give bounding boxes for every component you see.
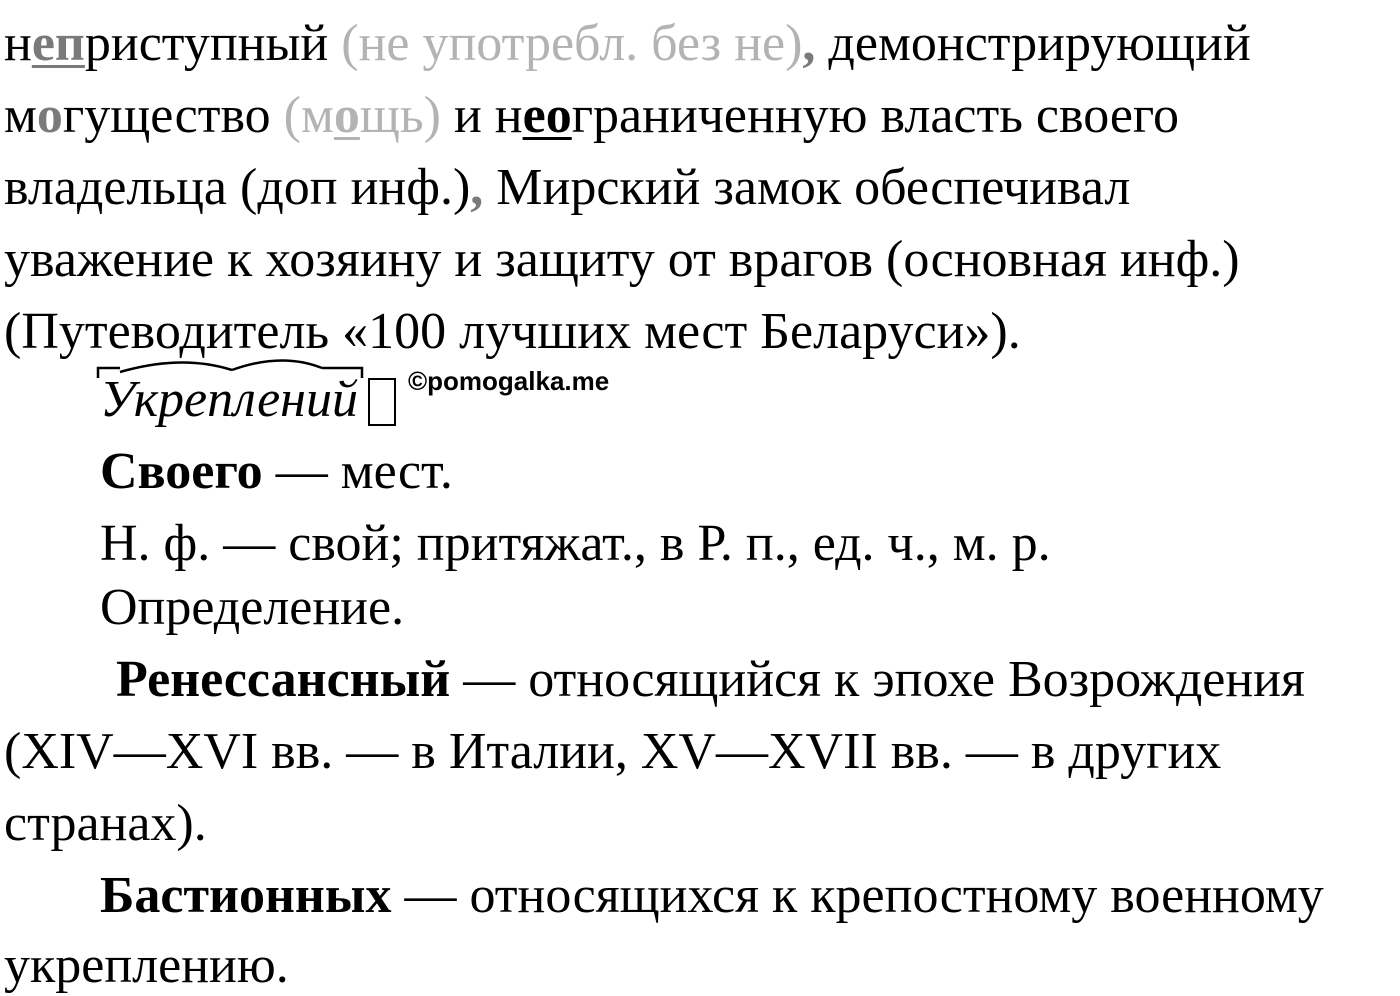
text-line-2: [4, 86, 1179, 146]
comma-mark: ,: [470, 159, 484, 216]
text-fragment: демонстрирующий: [815, 15, 1251, 72]
text-line-4: уважение к хозяину и защиту от врагов (основная инф.): [4, 231, 1240, 288]
bast-line: [100, 866, 1324, 926]
text-fragment: Мирский замок обеспечивал: [483, 159, 1131, 216]
svoego-line: [100, 442, 453, 502]
gray-note: (не употребл. без не): [341, 15, 803, 72]
text-fragment: гущество: [62, 87, 284, 144]
watermark: ©pomogalka.me: [408, 366, 610, 396]
comma-mark: ,: [802, 15, 816, 72]
text-line-1: [4, 14, 1251, 74]
renes-line: [116, 650, 1305, 710]
ending-box: [368, 378, 396, 426]
term: Своего: [100, 443, 263, 500]
text-fragment: и н: [440, 87, 523, 144]
text-fragment: владельца (доп инф.): [4, 159, 471, 216]
highlighted-letter: о: [36, 87, 63, 144]
text-fragment: риступный: [84, 15, 342, 72]
text-fragment: граниченную власть своего: [571, 87, 1179, 144]
renes-line-3: странах).: [4, 795, 207, 852]
text-fragment: м: [4, 87, 37, 144]
word-analysis: Укреплений: [100, 371, 358, 428]
initial-form-line: Н. ф. — свой; притяжат., в Р. п., ед. ч., м. р.: [100, 515, 1051, 572]
text-fragment: н: [4, 15, 32, 72]
definition: — относящихся к крепостному военному: [391, 867, 1324, 924]
highlighted-letters: ео: [522, 87, 572, 144]
gray-highlighted-letter: о: [333, 87, 360, 144]
definition: — мест.: [262, 443, 453, 500]
text-line-5: (Путеводитель «100 лучших мест Беларуси»).: [4, 303, 1021, 360]
gray-note: щь): [359, 87, 441, 144]
term: Ренессансный: [116, 651, 451, 708]
bast-line-2: укреплению.: [4, 937, 289, 994]
renes-line-2: (XIV—XVI вв. — в Италии, XV—XVII вв. — в других: [4, 723, 1222, 780]
term: Бастионных: [100, 867, 392, 924]
role-line: Определение.: [100, 579, 405, 636]
text-line-3: [4, 158, 1130, 218]
highlighted-letters: еп: [31, 15, 85, 72]
definition: — относящийся к эпохе Возрождения: [450, 651, 1305, 708]
gray-note: (м: [283, 87, 334, 144]
